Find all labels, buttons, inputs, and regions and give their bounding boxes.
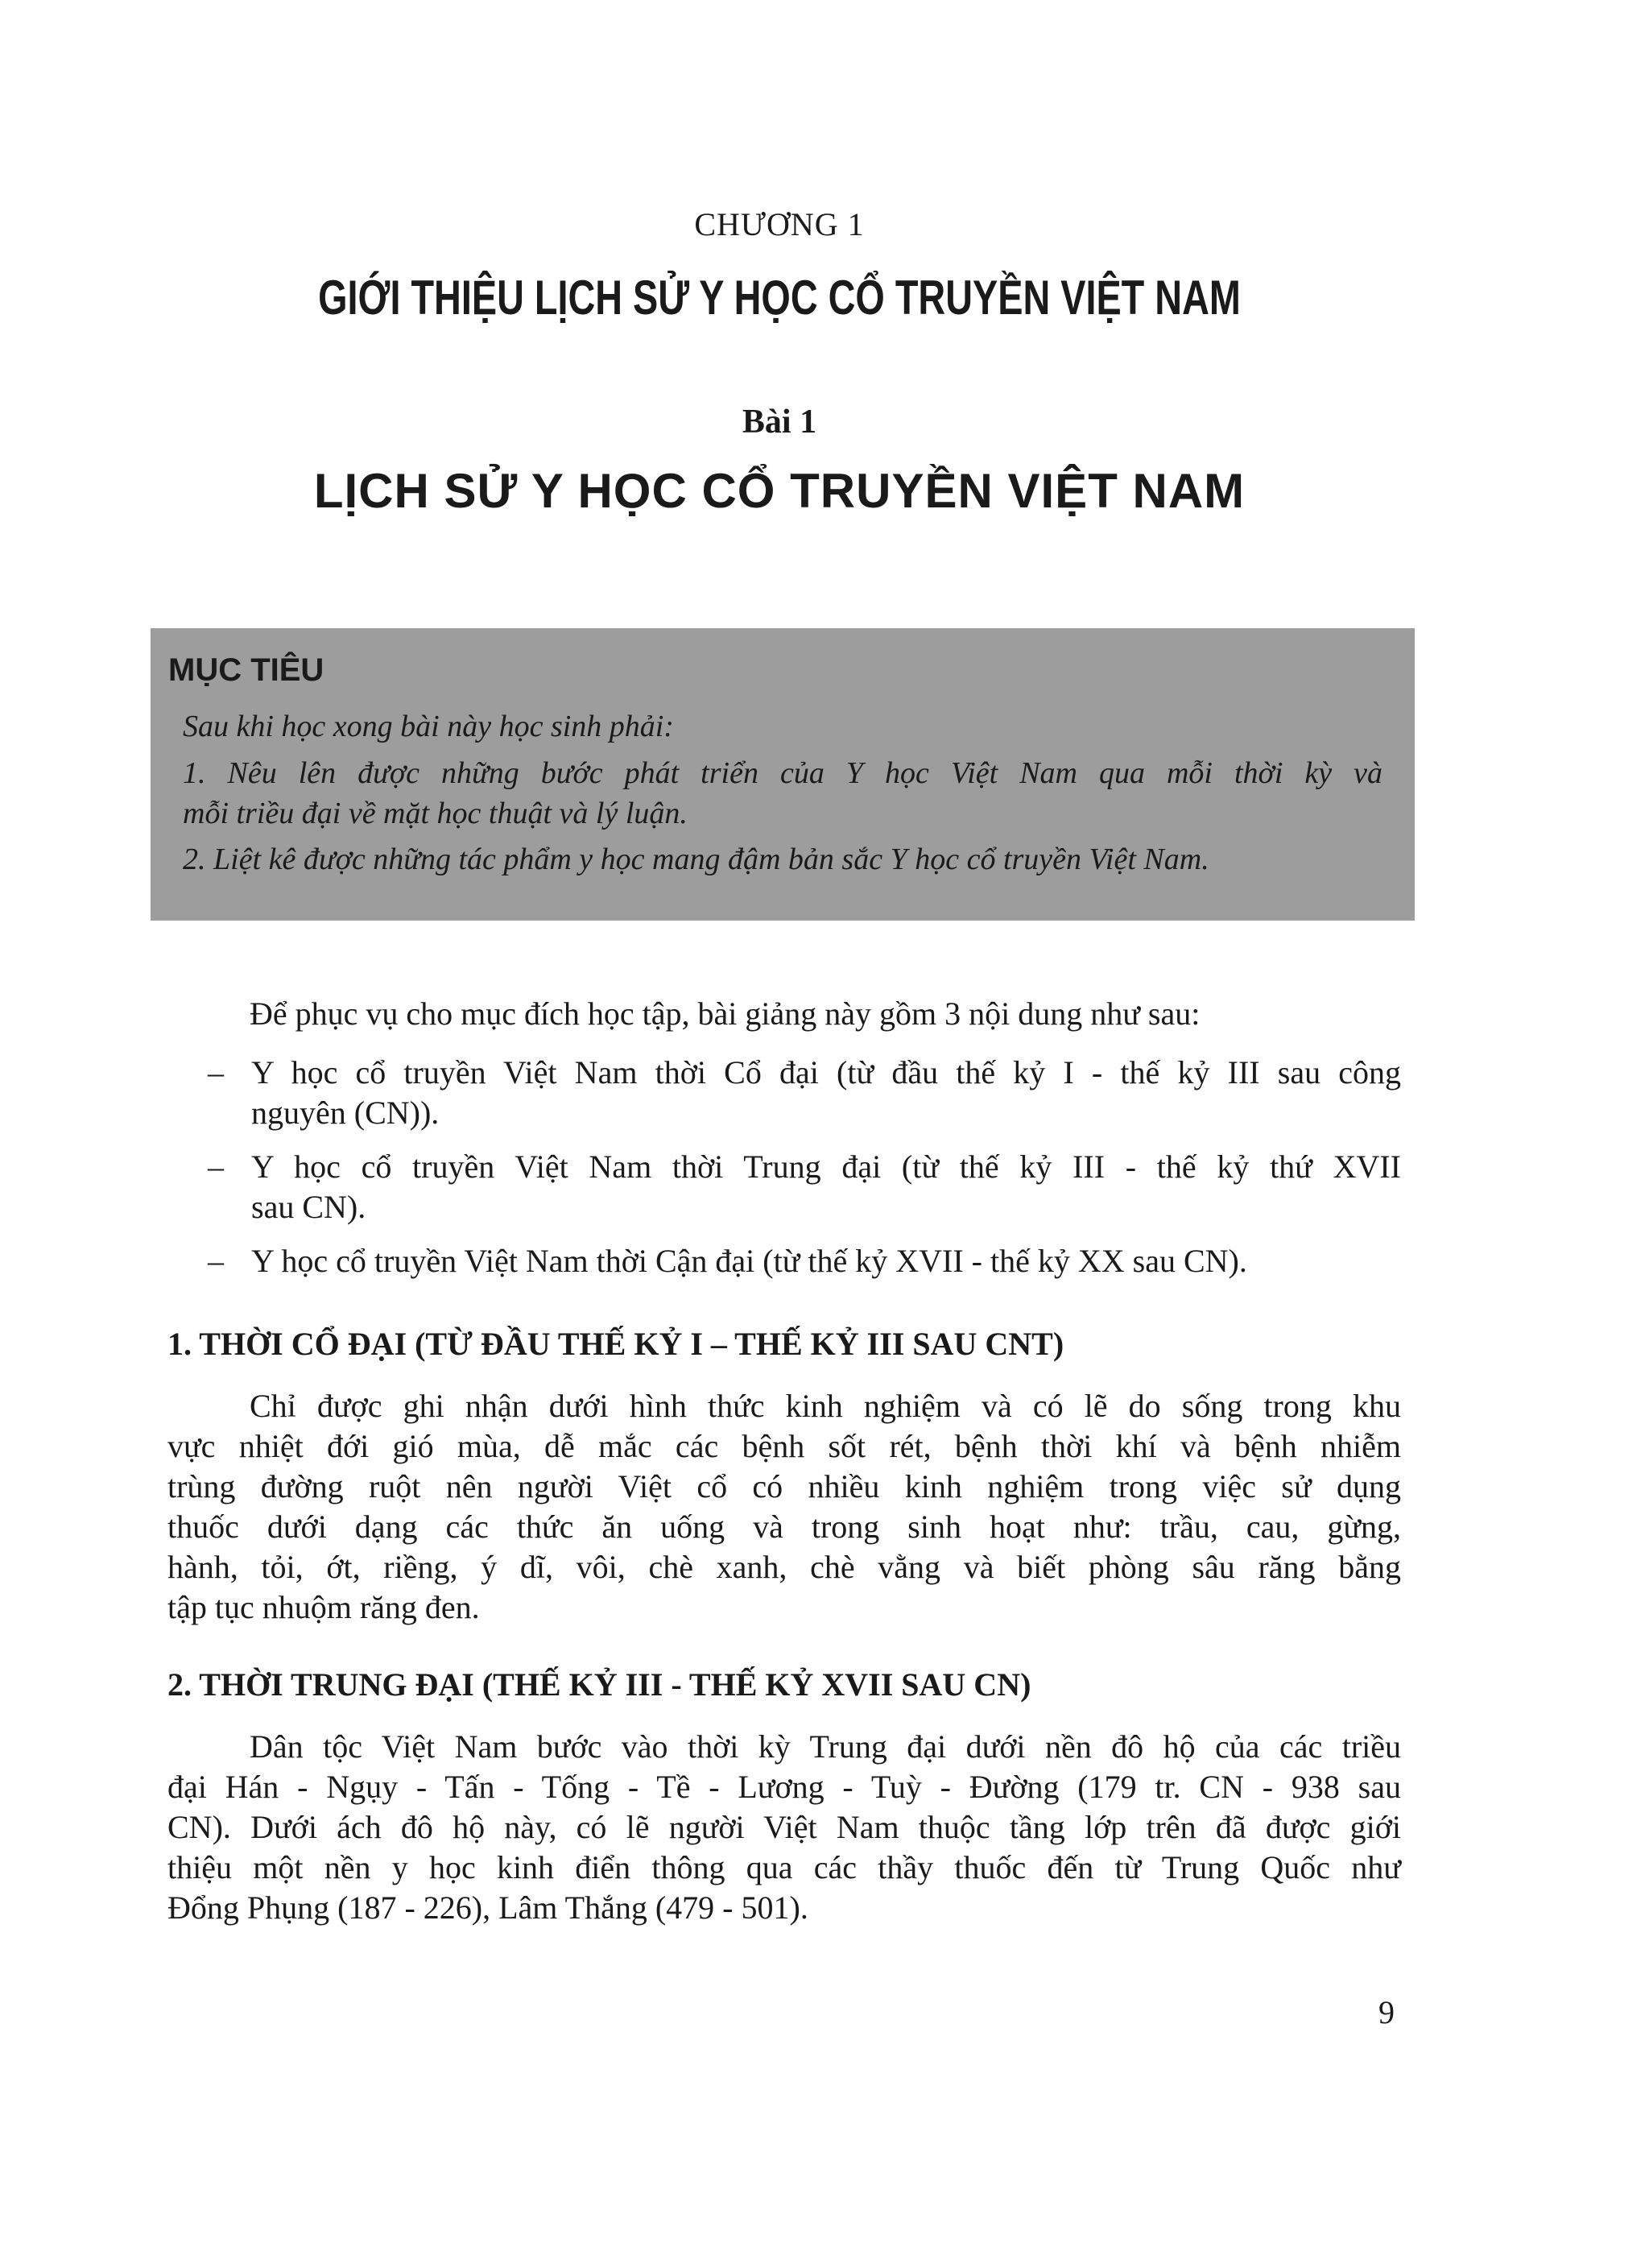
bullet-3-line-1: Y học cổ truyền Việt Nam thời Cận đại (từ thế kỷ XVII - thế kỷ XX sau CN). — [251, 1243, 1247, 1279]
page-number: 9 — [1378, 1994, 1395, 2030]
section-2-line: đại Hán - Ngụy - Tấn - Tống - Tề - Lương - Tuỳ - Đường (179 tr. CN - 938 sau — [167, 1769, 1401, 1805]
bullet-dash: – — [208, 1148, 224, 1185]
lesson-label: Bài 1 — [742, 404, 817, 441]
section-2-heading: 2. THỜI TRUNG ĐẠI (THẾ KỶ III - THẾ KỶ XVII SAU CN) — [167, 1666, 1031, 1703]
bullet-2-line-2: sau CN). — [251, 1189, 366, 1225]
bullet-dash: – — [208, 1054, 224, 1091]
section-1-line: hành, tỏi, ớt, riềng, ý dĩ, vôi, chè xanh, chè vằng và biết phòng sâu răng bằng — [167, 1549, 1401, 1585]
section-1-line: tập tục nhuộm răng đen. — [167, 1589, 480, 1625]
bullet-dash: – — [208, 1243, 224, 1279]
section-2-line: Đổng Phụng (187 - 226), Lâm Thắng (479 - 501). — [167, 1889, 808, 1926]
section-2-line: Dân tộc Việt Nam bước vào thời kỳ Trung đại dưới nền đô hộ của các triều — [250, 1728, 1401, 1765]
bullet-1-line-1: Y học cổ truyền Việt Nam thời Cổ đại (từ đầu thế kỷ I - thế kỷ III sau công — [251, 1054, 1401, 1091]
objectives-box — [151, 628, 1415, 921]
section-1-heading: 1. THỜI CỔ ĐẠI (TỪ ĐẦU THẾ KỶ I – THẾ KỶ III SAU CNT) — [167, 1326, 1064, 1362]
section-1-line: trùng đường ruột nên người Việt cổ có nhiều kinh nghiệm trong việc sử dụng — [167, 1468, 1401, 1504]
section-1-line: thuốc dưới dạng các thức ăn uống và trong sinh hoạt như: trầu, cau, gừng, — [167, 1509, 1401, 1545]
objectives-item-1-line-2: mỗi triều đại về mặt học thuật và lý luận. — [183, 797, 688, 830]
section-2-line: thiệu một nền y học kinh điển thông qua các thầy thuốc đến từ Trung Quốc như — [167, 1849, 1401, 1885]
section-2-line: CN). Dưới ách đô hộ này, có lẽ người Việt Nam thuộc tầng lớp trên đã được giới — [167, 1809, 1401, 1845]
chapter-label: CHƯƠNG 1 — [694, 206, 865, 242]
section-1-line: vực nhiệt đới gió mùa, dễ mắc các bệnh sốt rét, bệnh thời khí và bệnh nhiễm — [167, 1428, 1401, 1464]
intro-paragraph: Để phục vụ cho mục đích học tập, bài giảng này gồm 3 nội dung như sau: — [250, 995, 1201, 1032]
bullet-2-line-1: Y học cổ truyền Việt Nam thời Trung đại (từ thế kỷ III - thế kỷ thứ XVII — [251, 1148, 1401, 1185]
section-1-line: Chỉ được ghi nhận dưới hình thức kinh nghiệm và có lẽ do sống trong khu — [250, 1388, 1401, 1424]
objectives-intro: Sau khi học xong bài này học sinh phải: — [183, 710, 675, 743]
objectives-heading: MỤC TIÊU — [168, 652, 324, 688]
chapter-title: GIỚI THIỆU LỊCH SỬ Y HỌC CỔ TRUYỀN VIỆT NAM — [318, 271, 1241, 325]
objectives-item-1-line-1: 1. Nêu lên được những bước phát triển của Y học Việt Nam qua mỗi thời kỳ và — [183, 756, 1382, 790]
lesson-title: LỊCH SỬ Y HỌC CỔ TRUYỀN VIỆT NAM — [313, 464, 1246, 518]
bullet-1-line-2: nguyên (CN)). — [251, 1095, 440, 1131]
objectives-item-2: 2. Liệt kê được những tác phẩm y học mang đậm bản sắc Y học cổ truyền Việt Nam. — [183, 842, 1209, 876]
